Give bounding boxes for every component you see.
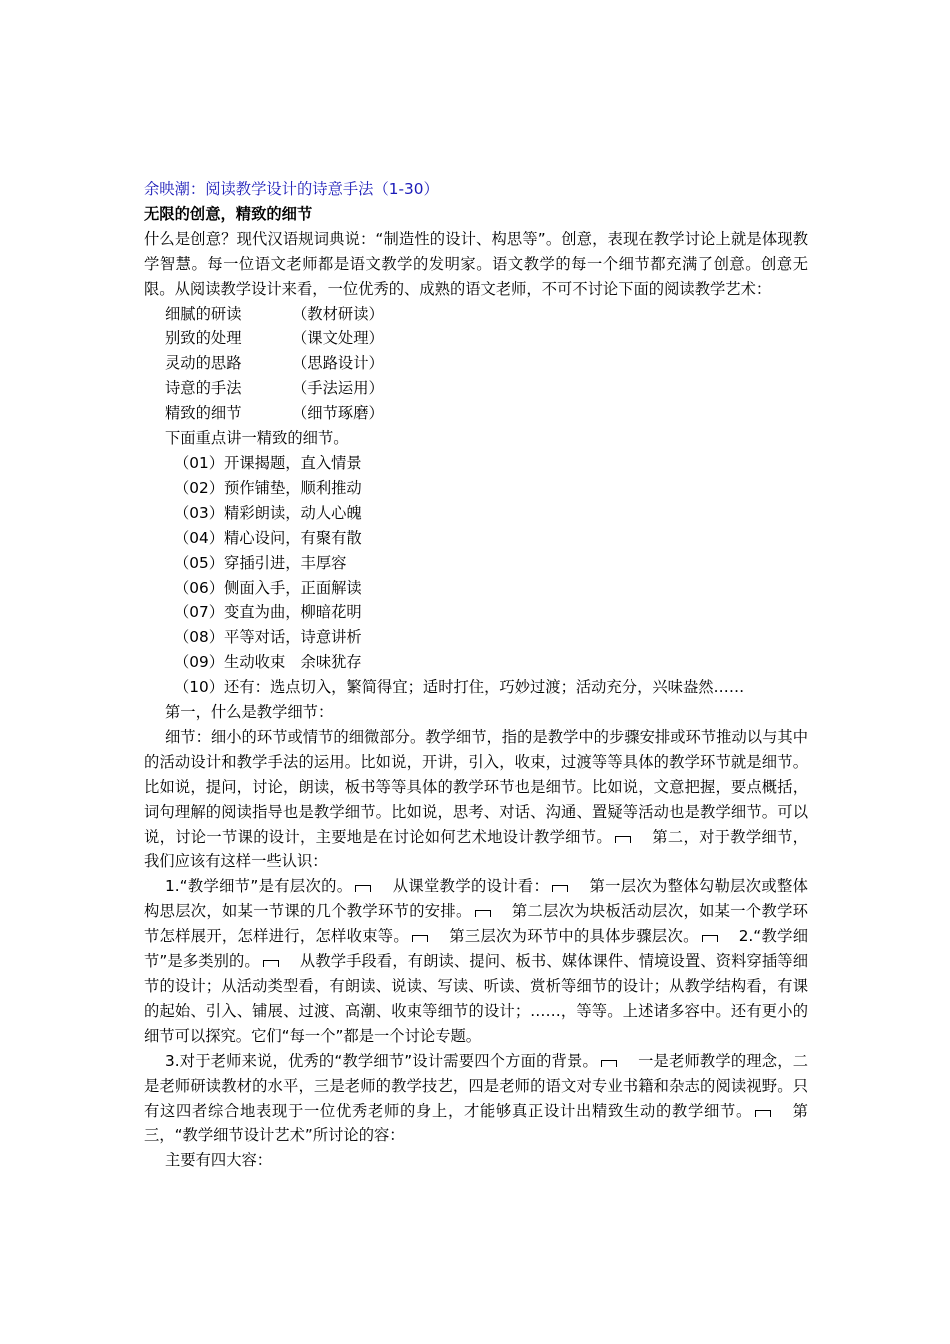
detail-list-item: （09）生动收束 余味犹存	[174, 653, 362, 672]
detail-list-item: （08）平等对话，诗意讲析	[174, 628, 362, 647]
detail-list-item: （04）精心设问，有聚有散	[174, 528, 362, 547]
main-contents-line: 主要有四大容：	[165, 1151, 273, 1170]
omission-mark	[475, 910, 491, 917]
point3-body: 一是老师教学的理念，二是老师研读教材的水平，三是老师的教学技艺，四是老师的语文对专业书籍和杂志的阅读视野。只有这四者综合地表现于一位优秀老师的身上，才能够真正设计出精致生动的教学细节。	[144, 1051, 808, 1120]
omission-mark	[702, 935, 718, 942]
detail-list-item: （10）还有：选点切入，繁简得宜；适时打住，巧妙过渡；活动充分，兴味盎然……	[174, 678, 745, 697]
intro-paragraph: 什么是创意？现代汉语规词典说：“制造性的设计、构思等”。创意，表现在教学讨论上就是体现教学智慧。每一位语文老师都是语文教学的发明家。语文教学的每一个细节都充满了创意。创意无限。从阅读教学设计来看，一位优秀的、成熟的语文老师，不可不讨论下面的阅读教学艺术：	[144, 229, 808, 298]
arts-term: 精致的细节	[165, 404, 242, 423]
arts-list	[144, 302, 808, 427]
detail-list-item: （01）开课揭题，直入情景	[174, 453, 362, 472]
arts-note: （手法运用）	[292, 379, 384, 398]
point1-level2: 第二层次为块板活动层次，如某一个教学环节怎样展开，怎样进行，怎样收束等。	[144, 902, 808, 946]
omission-mark	[355, 885, 371, 892]
arts-list-item	[144, 376, 808, 401]
document-page	[144, 177, 808, 1173]
omission-mark	[755, 1110, 771, 1117]
point1-level1: 第一层次为整体勾勒层次或整体构思层次，如某一节课的几个教学环节的安排。	[144, 877, 808, 921]
arts-note: （课文处理）	[292, 329, 384, 348]
point1-level3: 第三层次为环节中的具体步骤层次。	[449, 927, 699, 946]
section3-title: 第三，“教学细节设计艺术”所讨论的容：	[144, 1101, 808, 1145]
section-heading: 无限的创意，精致的细节	[144, 204, 313, 223]
arts-term: 灵动的思路	[165, 354, 242, 373]
document-title: 余映潮：阅读教学设计的诗意手法（1-30）	[144, 180, 439, 198]
point2-heading: 2.“教学细节”是多类别的。	[144, 927, 808, 971]
arts-note: （细节琢磨）	[292, 404, 384, 423]
point3-heading: 3.对于老师来说，优秀的“教学细节”设计需要四个方面的背景。	[165, 1051, 598, 1070]
detail-list-item: （02）预作铺垫，顺利推动	[174, 478, 362, 497]
point1-heading: 1.“教学细节”是有层次的。	[165, 877, 353, 896]
arts-term: 细腻的研读	[165, 304, 242, 323]
omission-mark	[615, 836, 631, 843]
detail-list-item: （07）变直为曲，柳暗花明	[174, 603, 362, 622]
point3-paragraph	[144, 1049, 808, 1149]
omission-mark	[412, 935, 428, 942]
section1-title: 第一，什么是教学细节：	[165, 703, 334, 722]
arts-list-item	[144, 401, 808, 426]
detail-list-item: （06）侧面入手，正面解读	[174, 578, 362, 597]
arts-term: 别致的处理	[165, 329, 242, 348]
section1-body: 细节：细小的环节或情节的细微部分。教学细节，指的是教学中的步骤安排或环节推动以与其中的活动设计和教学手法的运用。比如说，开讲，引入，收束，过渡等等具体的教学环节就是细节。比如说，提问，讨论，朗读，板书等等具体的教学环节也是细节。比如说，文意把握，要点概括，词句理解的阅读指导也是教学细节。比如说，思考、对话、沟通、置疑等活动也是教学细节。可以说，讨论一节课的设计，主要地是在讨论如何艺术地设计教学细节。	[144, 727, 808, 846]
omission-mark	[601, 1060, 617, 1067]
section2-title: 第二，对于教学细节，我们应该有这样一些认识：	[144, 827, 808, 871]
arts-list-item	[144, 326, 808, 351]
omission-mark	[263, 960, 279, 967]
arts-note: （教材研读）	[292, 304, 384, 323]
details-list	[144, 451, 808, 700]
detail-list-item: （03）精彩朗读，动人心魄	[174, 503, 362, 522]
section1-paragraph	[144, 725, 808, 874]
point2-body: 从教学手段看，有朗读、提问、板书、媒体课件、情境设置、资料穿插等细节的设计；从活动类型看，有朗读、说读、写读、听读、赏析等细节的设计；从教学结构看，有课的起始、引入、铺展、过渡、高潮、收束等细节的设计；……，等等。上述诸多容中。还有更小的细节可以探究。它们“每一个”都是一个讨论专题。	[144, 952, 808, 1045]
arts-note: （思路设计）	[292, 354, 384, 373]
arts-term: 诗意的手法	[165, 379, 242, 398]
focus-line: 下面重点讲一精致的细节。	[165, 429, 349, 448]
point1-lead: 从课堂教学的设计看：	[392, 877, 550, 896]
detail-list-item: （05）穿插引进，丰厚容	[174, 553, 347, 572]
omission-mark	[552, 885, 568, 892]
point1-paragraph	[144, 874, 808, 1048]
arts-list-item	[144, 302, 808, 327]
arts-list-item	[144, 351, 808, 376]
